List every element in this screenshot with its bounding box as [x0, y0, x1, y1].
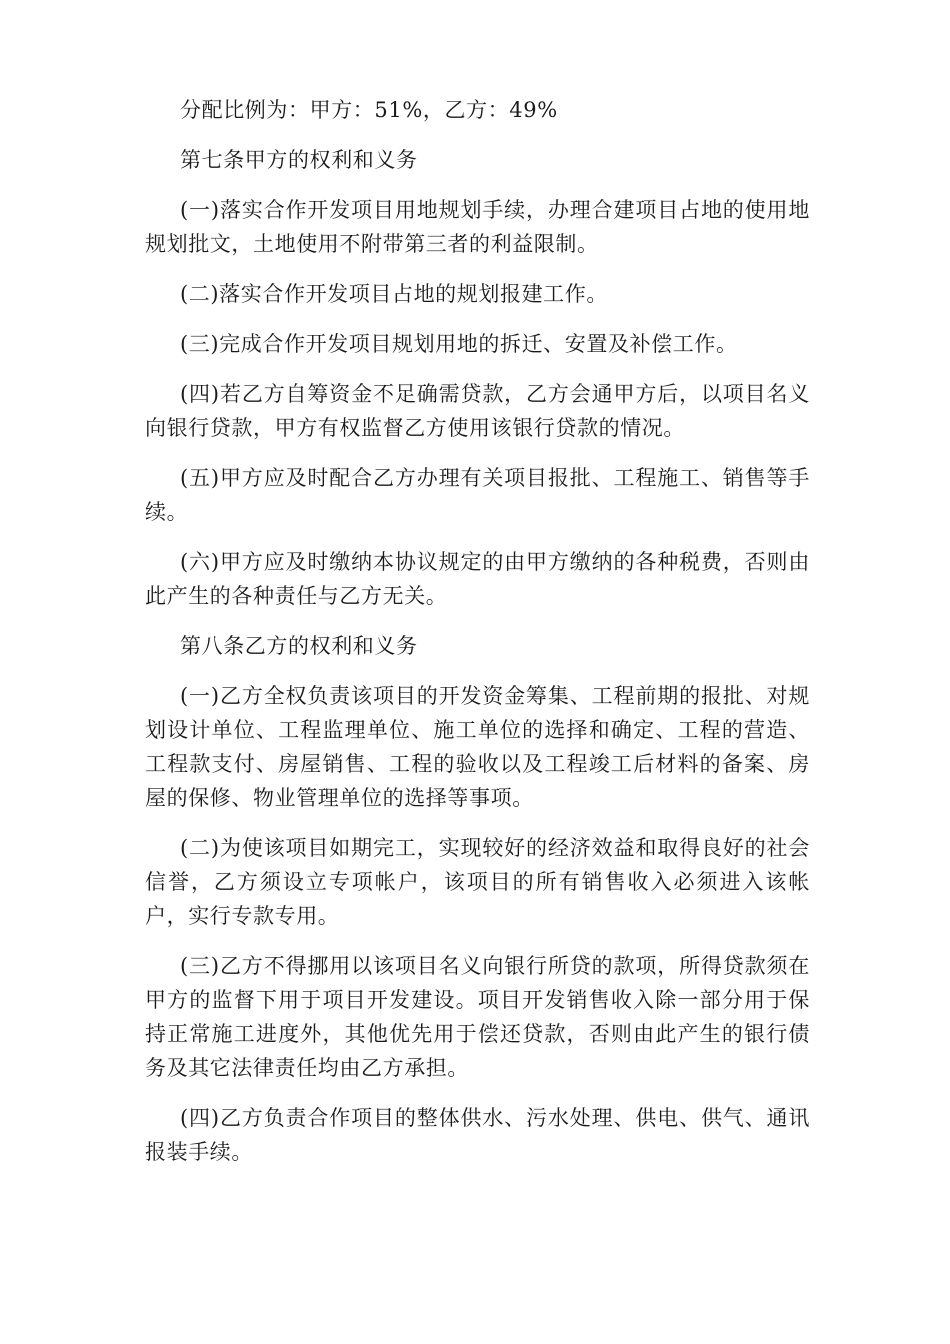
article-7-item-2: (二)落实合作开发项目占地的规划报建工作。	[180, 282, 608, 306]
article-8-item-3: (三)乙方不得挪用以该项目名义向银行所贷的款项，所得贷款须在甲方的监督下用于项目开发建设。项目开发销售收入除一部分用于保持正常施工进度外，其他优先用于偿还贷款，否则由此产生的银行债务及其它法律责任均由乙方承担。	[145, 954, 810, 1080]
article-7-heading: 第七条甲方的权利和义务	[180, 148, 418, 172]
article-7-item-5: (五)甲方应及时配合乙方办理有关项目报批、工程施工、销售等手续。	[145, 466, 810, 524]
ratio-paragraph: 分配比例为：甲方：51%，乙方：49%	[180, 98, 558, 122]
article-8-item-1: (一)乙方全权负责该项目的开发资金筹集、工程前期的报批、对规划设计单位、工程监理单位、施工单位的选择和确定、工程的营造、工程款支付、房屋销售、工程的验收以及工程竣工后材料的备案、房屋的保修、物业管理单位的选择等事项。	[145, 684, 810, 810]
article-8-item-4: (四)乙方负责合作项目的整体供水、污水处理、供电、供气、通讯报装手续。	[145, 1106, 810, 1164]
article-7-item-4: (四)若乙方自筹资金不足确需贷款，乙方会通甲方后，以项目名义向银行贷款，甲方有权监督乙方使用该银行贷款的情况。	[145, 382, 810, 440]
article-8-item-2: (二)为使该项目如期完工，实现较好的经济效益和取得良好的社会信誉，乙方须设立专项帐户，该项目的所有销售收入必须进入该帐户，实行专款专用。	[145, 836, 810, 928]
article-7-item-3: (三)完成合作开发项目规划用地的拆迁、安置及补偿工作。	[180, 332, 738, 356]
document-body	[145, 93, 810, 1185]
article-7-item-6: (六)甲方应及时缴纳本协议规定的由甲方缴纳的各种税费，否则由此产生的各种责任与乙方无关。	[145, 550, 810, 608]
article-7-item-1: (一)落实合作开发项目用地规划手续，办理合建项目占地的使用地规划批文，土地使用不附带第三者的利益限制。	[145, 198, 810, 256]
article-8-heading: 第八条乙方的权利和义务	[180, 634, 418, 658]
